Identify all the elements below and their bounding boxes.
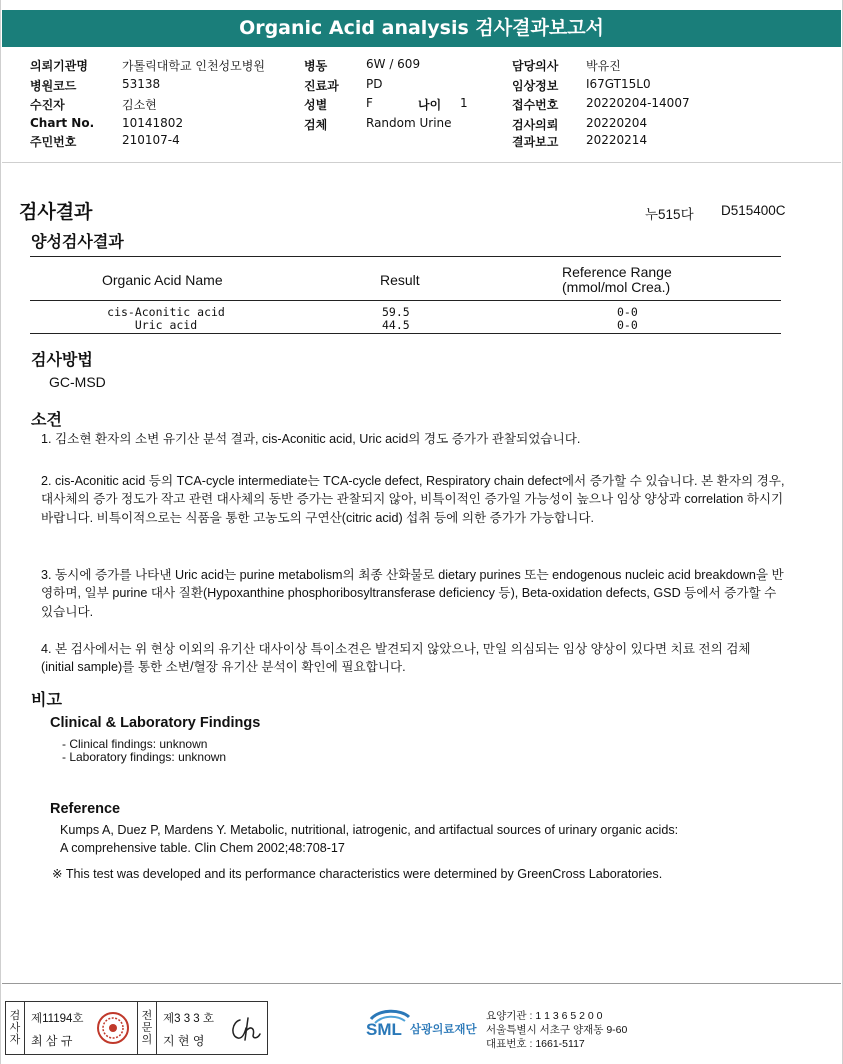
institution-value: 가톨릭대학교 인천성모병원 [122,59,265,73]
chart-no-value: 10141802 [122,116,184,130]
ward-label: 병동 [304,59,328,73]
finding-1: 1. 김소현 환자의 소변 유기산 분석 결과, cis-Aconitic acid, Uric acid의 경도 증가가 관찰되었습니다. [41,432,581,446]
examiner-name: 최 삼 규 [31,1034,73,1048]
col-header-result: Result [380,272,420,288]
receipt-no-value: 20220204-14007 [586,96,690,110]
org-name: 삼광의료재단 [410,1024,477,1036]
resident-no-label: 주민번호 [30,135,77,149]
examiner-seal-icon [96,1011,130,1045]
specialist-license: 제3 3 3 호 [163,1013,214,1025]
age-value: 1 [460,96,468,110]
address: 서울특별시 서초구 양재동 9-60 [486,1024,628,1036]
positive-results-title: 양성검사결과 [31,232,124,251]
footer-divider [2,983,841,984]
chart-no-label: Chart No. [30,116,95,130]
reference-title: Reference [50,801,121,817]
patient-info-divider [2,162,841,163]
remarks-title: 비고 [31,690,62,709]
examiner-label: 검 사 자 [9,1009,21,1046]
clinical-info-label: 임상정보 [512,79,559,93]
laboratory-finding-item: - Laboratory findings: unknown [62,750,227,764]
specialist-label: 전 문 의 [141,1009,153,1046]
logo-text: SML [366,1020,402,1039]
method-title: 검사방법 [31,350,93,369]
physician-value: 박유진 [586,59,621,73]
specialist-signature-icon [228,1014,262,1044]
reference-line-2: A comprehensive table. Clin Chem 2002;48:708-17 [60,841,345,855]
specimen-value: Random Urine [366,116,452,130]
hospital-code-label: 병원코드 [30,79,77,93]
request-date-value: 20220204 [586,116,648,130]
age-label: 나이 [418,98,442,112]
page-frame-left [0,0,1,1064]
department-value: PD [366,77,383,91]
method-value: GC-MSD [49,374,106,390]
table-top-rule [30,256,781,257]
examinee-value: 김소현 [122,98,157,112]
row-2-range: 0-0 [617,318,638,332]
request-date-label: 검사의뢰 [512,118,559,132]
sex-label: 성별 [304,98,328,112]
receipt-no-label: 접수번호 [512,98,559,112]
physician-label: 담당의사 [512,59,559,73]
clinical-finding-item: - Clinical findings: unknown [62,737,208,751]
table-bottom-rule [30,333,781,334]
col-header-name: Organic Acid Name [102,272,223,288]
clinical-info-value: I67GT15L0 [586,77,651,91]
col-header-range-2: (mmol/mol Crea.) [562,279,671,295]
row-2-name: Uric acid [134,318,198,332]
ward-value: 6W / 609 [366,57,421,71]
finding-3: 3. 동시에 증가를 나타낸 Uric acid는 purine metabolism의 최종 산화물로 dietary purines 또는 endogenous nucleic acid breakdown을 반영하며, 일부 purine 대사 질환(Hypoxanthine phosphoribosyltransferase deficiency 등), Beta-oxidation defects, GSD 등에서 증가할 수 있습니다. [41,568,784,619]
institution-label: 의뢰기관명 [30,59,88,73]
code-a: 누515다 [645,207,694,222]
clinical-findings-title: Clinical & Laboratory Findings [50,715,261,731]
examiner-license: 제11194호 [31,1013,84,1025]
sml-logo [365,1007,415,1047]
sex-value: F [366,96,373,110]
reference-line-1: Kumps A, Duez P, Mardens Y. Metabolic, nutritional, iatrogenic, and artifactual sources of urinary organic acids: [60,823,679,837]
report-date-label: 결과보고 [512,135,559,149]
specialist-name: 지 현 영 [163,1034,205,1048]
result-section-title: 검사결과 [19,201,93,223]
report-banner-title: Organic Acid analysis 검사결과보고서 [2,10,841,47]
specimen-label: 검체 [304,118,328,132]
row-1-range: 0-0 [617,305,638,319]
col-header-range-1: Reference Range [562,264,672,280]
row-1-result: 59.5 [382,305,410,319]
department-label: 진료과 [304,79,339,93]
report-date-value: 20220214 [586,133,648,147]
code-b: D515400C [721,203,786,218]
examinee-label: 수진자 [30,98,65,112]
resident-no-value: 210107-4 [122,133,180,147]
findings-title: 소견 [31,410,62,429]
disclaimer: ※ This test was developed and its performance characteristics were determined by GreenCross Laboratories. [52,867,663,881]
row-1-name: cis-Aconitic acid [107,305,225,319]
table-header-rule [30,300,781,301]
hospital-code-value: 53138 [122,77,161,91]
finding-2: 2. cis-Aconitic acid 등의 TCA-cycle intermediate는 TCA-cycle defect, Respiratory chain defect에서 증가할 수 있습니다. 본 환자의 경우, 대사체의 증가 정도가 작고 관련 대사체의 동반 증가는 관찰되지 않아, 비특이적인 증가일 가능성이 높으나 임상 양상과 correlation 하시기 바랍니다. 비특이적으로는 식품을 통한 고농도의 구연산(citric acid) 섭취 등에 의한 증가가 가능합니다. [41,474,785,525]
signature-box [5,1001,268,1055]
row-2-result: 44.5 [382,318,410,332]
care-institution: 요양기관 : 1 1 3 6 5 2 0 0 [486,1010,603,1022]
finding-4: 4. 본 검사에서는 위 현상 이외의 유기산 대사이상 특이소견은 발견되지 않았으나, 만일 의심되는 임상 양상이 있다면 치료 전의 검체 (initial sample)를 통한 소변/혈장 유기산 분석이 확인에 필요합니다. [41,642,751,675]
phone: 대표번호 : 1661-5117 [486,1038,585,1050]
